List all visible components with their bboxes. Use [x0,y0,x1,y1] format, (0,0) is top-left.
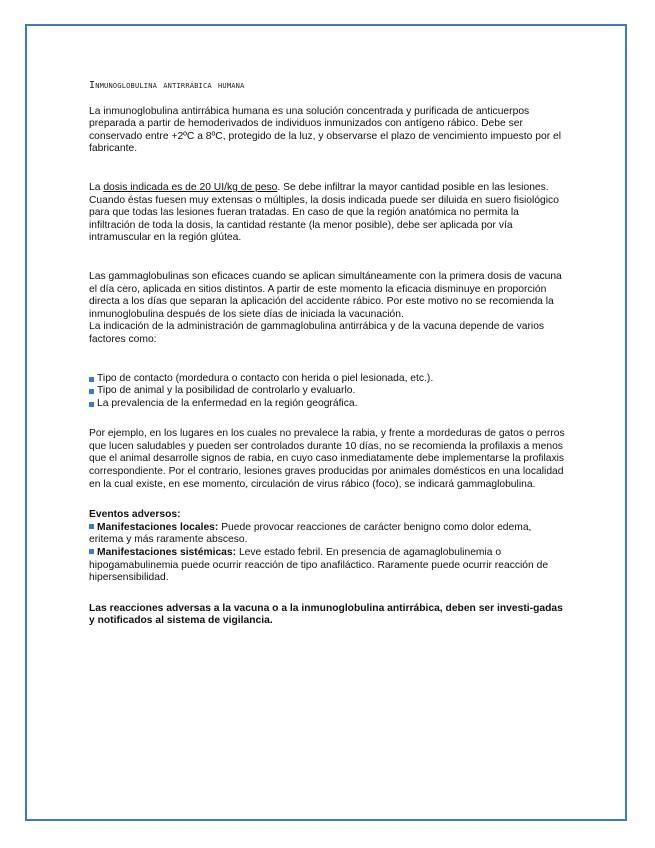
list-item: Tipo de animal y la posibilidad de controlarlo y evaluarlo. [89,385,567,398]
section-title: Inmunoglobulina antirrábica humana [89,80,245,91]
list-item: Tipo de contacto (mordedura o contacto con herida o piel lesionada, etc.). [89,373,567,386]
adverse-systemic-label: Manifestaciones sistémicas: [97,547,237,559]
paragraph-example: Por ejemplo, en los lugares en los cuales no prevalece la rabia, y frente a mordeduras de gatos o perros que lucen saludables y pueden ser controlados durante 10 días, no se recomienda la profilaxis a menos que el animal desarrolle signos de rabia, en cuyo caso inmediatamente debe implementarse la profilaxis correspondiente. Por el contrario, lesiones graves producidas por animales domésticos en una localidad en la cual existe, en ese momento, circulación de virus rábico (foco), se indicará gammaglobulina. [89,428,565,490]
paragraph-intro: La inmunoglobulina antirrábica humana es una solución concentrada y purificada de anticuerpos preparada a partir de hemoderivados de individuos inmunizados con antígeno rábico. Debe ser conservado entre +2ºC a 8ºC, protegido de la luz, y observarse el plazo de vencimiento impuesto por el fabricante. [89,105,562,155]
list-item: La prevalencia de la enfermedad en la región geográfica. [89,398,567,411]
paragraph-efficacy: Las gammaglobulinas son eficaces cuando se aplican simultáneamente con la primera dosis de vacuna el día cero, aplicada en sitios distintos. A partir de este momento la eficacia disminuye en proporción directa a los días que separan la aplicación del accidente rábico. Por este motivo no se recomienda la inmunoglobulina después de los siete días de iniciada la vacunación. [89,270,562,320]
paragraph-dosage [89,182,567,245]
square-bullet-icon [89,377,94,382]
dosage-highlight: dosis indicada es de 20 UI/kg de peso [103,181,278,193]
closing-statement: Las reacciones adversas a la vacuna o a la inmunoglobulina antirrábica, deben ser investi-gadas y notificados al sistema de vigilancia. [89,602,563,627]
adverse-local-text: Puede provocar reacciones de carácter benigno como dolor edema, eritema y más raramente absceso. [89,521,532,546]
square-bullet-icon [89,549,94,554]
square-bullet-icon [89,524,94,529]
adverse-systemic-text: Leve estado febril. En presencia de agamaglobulinemia o hipogamabulinemia puede ocurrir reacción de tipo anafiláctico. Raramente puede ocurrir reacción de hipersensibilidad. [89,547,549,584]
adverse-local-label: Manifestaciones locales: [97,521,219,533]
square-bullet-icon [89,389,94,394]
square-bullet-icon [89,402,94,407]
dosage-rest: . Se debe infiltrar la mayor cantidad posible en las lesiones. Cuando éstas fuesen muy extensas o múltiples, la dosis indicada puede ser diluida en suero fisiológico para que todas las lesiones fueran tratadas. En caso de que la región anatómica no permita la infiltración de toda la dosis, la cantidad restante (la menor posible), debe ser aplicada por vía intramuscular en la región glútea. [89,181,559,244]
adverse-local [89,522,567,547]
dosage-prefix: La [89,181,104,193]
adverse-systemic [89,547,567,585]
factors-list [89,373,567,411]
paragraph-indication: La indicación de la administración de gammaglobulina antirrábica y de la vacuna depende de varios factores como: [89,321,545,345]
document-body [89,80,567,628]
adverse-heading: Eventos adversos: [89,509,181,521]
